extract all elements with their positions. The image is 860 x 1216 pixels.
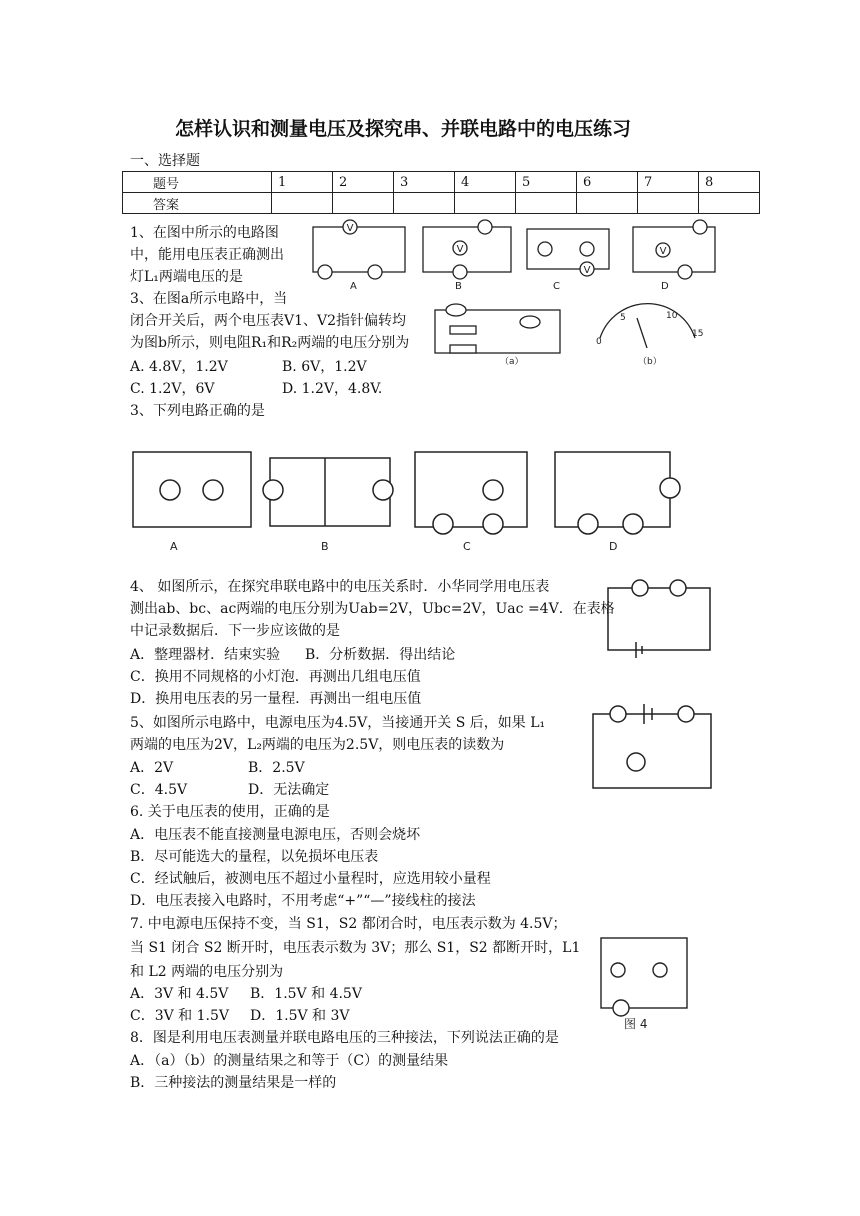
q3a-circuit-figure [430, 298, 720, 368]
q3b-circuit-figures [125, 440, 695, 555]
answer-cell[interactable] [516, 193, 577, 214]
q4-line: 4、 如图所示，在探究串联电路中的电压关系时．小华同学用电压表 [130, 579, 550, 595]
q5-circuit-figure [588, 700, 716, 808]
q7-line: 7. 中电源电压保持不变，当 S1，S2 都闭合时，电压表示数为 4.5V； [130, 916, 567, 932]
answer-cell[interactable] [577, 193, 638, 214]
table-cell: 7 [638, 172, 699, 193]
table-row [123, 193, 760, 214]
option: D．1.5V 和 3V [250, 1008, 350, 1024]
figure-caption: 图 4 [624, 1017, 648, 1031]
option: D．电压表接入电路时，不用考虑“+”“—”接线柱的接法 [130, 893, 476, 909]
section-heading: 一、选择题 [130, 153, 200, 169]
q1-line: 1、在图中所示的电路图 [130, 225, 279, 241]
svg-text:V: V [346, 223, 354, 234]
q4-line: 测出ab、bc、ac两端的电压分别为Uab=2V，Ubc=2V，Uac =4V．在表格 [130, 601, 615, 617]
option: A. 4.8V，1.2V [130, 359, 228, 375]
table-cell: 8 [699, 172, 760, 193]
option: B．2.5V [248, 760, 305, 776]
table-cell: 4 [455, 172, 516, 193]
table-row [123, 172, 760, 193]
svg-text:V: V [456, 244, 464, 255]
answer-cell[interactable] [272, 193, 333, 214]
figure-caption: （b） [638, 357, 662, 367]
option: C. 1.2V，6V [130, 381, 215, 397]
table-cell: 5 [516, 172, 577, 193]
q6-text: 6. 关于电压表的使用，正确的是 [130, 804, 330, 820]
option: B．三种接法的测量结果是一样的 [130, 1075, 337, 1091]
q1-circuit-figures [305, 215, 725, 290]
figure-label: D [609, 540, 618, 553]
q3a-line: 3、在图a所示电路中，当 [130, 291, 288, 307]
option: A．2V [130, 760, 174, 776]
q1-line: 中，能用电压表正确测出 [130, 247, 284, 263]
option: D．无法确定 [248, 782, 330, 798]
q4-line: 中记录数据后．下一步应该做的是 [130, 623, 340, 639]
option: A．电压表不能直接测量电源电压，否则会烧坏 [130, 827, 421, 843]
q7-line: 和 L2 两端的电压分别为 [130, 964, 284, 980]
figure-label: B [455, 281, 462, 292]
option: D．换用电压表的另一量程．再测出一组电压值 [130, 691, 422, 707]
option: C．换用不同规格的小灯泡．再测出几组电压值 [130, 669, 421, 685]
meter-tick: 0 [596, 337, 602, 347]
svg-text:V: V [583, 265, 591, 276]
figure-caption: （a） [500, 357, 524, 367]
q5-line: 两端的电压为2V，L₂两端的电压为2.5V，则电压表的读数为 [130, 737, 505, 753]
table-cell: 2 [333, 172, 394, 193]
option: C．经试触后，被测电压不超过小量程时，应选用较小量程 [130, 871, 491, 887]
q7-line: 当 S1 闭合 S2 断开时，电压表示数为 3V；那么 S1，S2 都断开时，L1 [130, 940, 581, 956]
table-cell: 答案 [123, 193, 272, 214]
option: C．4.5V [130, 782, 188, 798]
q4-circuit-figure [600, 576, 718, 662]
option: B．1.5V 和 4.5V [250, 986, 362, 1002]
figure-label: A [350, 281, 357, 292]
option: A．3V 和 4.5V [130, 986, 229, 1002]
table-cell: 题号 [123, 172, 272, 193]
answer-cell[interactable] [699, 193, 760, 214]
option: D. 1.2V，4.8V. [282, 381, 383, 397]
answer-cell[interactable] [455, 193, 516, 214]
table-cell: 3 [394, 172, 455, 193]
q3b-text: 3、下列电路正确的是 [130, 403, 265, 419]
figure-label: A [170, 540, 178, 553]
option: A．（a）（b）的测量结果之和等于（C）的测量结果 [130, 1053, 449, 1069]
q3a-line: 闭合开关后，两个电压表V1、V2指针偏转均 [130, 313, 407, 329]
meter-tick: 10 [666, 311, 678, 321]
option: B. 6V，1.2V [282, 359, 367, 375]
q7-circuit-figure [596, 930, 696, 1032]
answer-cell[interactable] [333, 193, 394, 214]
svg-text:V: V [659, 246, 667, 257]
q3a-line: 为图b所示，则电阻R₁和R₂两端的电压分别为 [130, 335, 410, 351]
meter-tick: 15 [692, 329, 704, 339]
option: B．尽可能选大的量程，以免损坏电压表 [130, 849, 379, 865]
figure-label: C [553, 281, 560, 292]
meter-tick: 5 [620, 313, 626, 323]
figure-label: C [463, 540, 471, 553]
q1-line: 灯L₁两端电压的是 [130, 269, 243, 285]
answer-cell[interactable] [638, 193, 699, 214]
option: C．3V 和 1.5V [130, 1008, 230, 1024]
option: A．整理器材．结束实验 [130, 647, 281, 663]
q8-text: 8．图是利用电压表测量并联电路电压的三种接法，下列说法正确的是 [130, 1030, 559, 1046]
figure-label: B [321, 540, 329, 553]
table-cell: 6 [577, 172, 638, 193]
figure-label: D [661, 281, 669, 292]
q5-line: 5、如图所示电路中，电源电压为4.5V，当接通开关 S 后，如果 L₁ [130, 715, 546, 731]
option: B．分析数据．得出结论 [305, 647, 456, 663]
answer-cell[interactable] [394, 193, 455, 214]
answer-table [122, 171, 760, 214]
page-title: 怎样认识和测量电压及探究串、并联电路中的电压练习 [175, 118, 632, 140]
table-cell: 1 [272, 172, 333, 193]
